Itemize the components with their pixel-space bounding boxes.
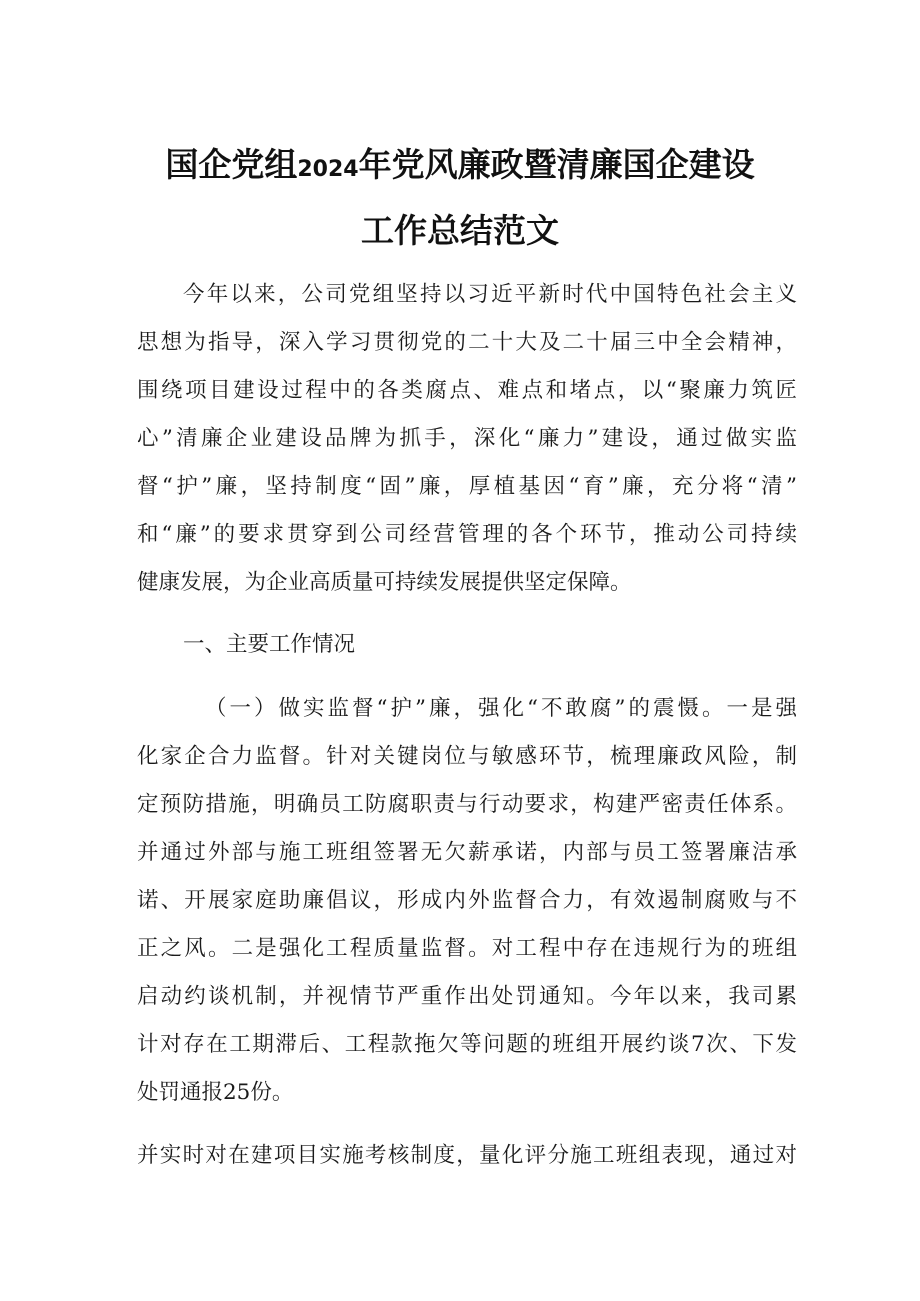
body-line-3: 围绕项目建设过程中的各类腐点、难点和堵点，以“聚廉力筑匠 — [137, 378, 797, 403]
title-prefix: 国企党组 — [165, 145, 298, 184]
document-title-line-2: 工作总结范文 — [361, 211, 559, 250]
body-line-10: 定预防措施，明确员工防腐职责与行动要求，构建严密责任体系。 — [137, 792, 797, 817]
section-heading-1: 一、主要工作情况 — [183, 632, 356, 657]
body-line-11: 并通过外部与施工班组签署无欠薪承诺，内部与员工签署廉洁承 — [137, 840, 797, 865]
body-line-13: 正之风。二是强化工程质量监督。对工程中存在违规行为的班组 — [137, 936, 797, 961]
body-line-14: 启动约谈机制，并视情节严重作出处罚通知。今年以来，我司累 — [137, 984, 797, 1009]
body-line-15: 计对存在工期滞后、工程款拖欠等问题的班组开展约谈7次、下发 — [137, 1032, 797, 1057]
body-line-12: 诺、开展家庭助廉倡议，形成内外监督合力，有效遏制腐败与不 — [137, 888, 797, 913]
body-line-5: 督“护”廉，坚持制度“固”廉，厚植基因“育”廉，充分将“清” — [137, 474, 797, 499]
body-line-9: 化家企合力监督。针对关键岗位与敏感环节，梳理廉政风险，制 — [137, 744, 797, 769]
body-line-2: 思想为指导，深入学习贯彻党的二十大及二十届三中全会精神， — [137, 330, 797, 355]
body-line-7: 健康发展，为企业高质量可持续发展提供坚定保障。 — [137, 570, 632, 595]
body-line-17: 并实时对在建项目实施考核制度，量化评分施工班组表现，通过对 — [137, 1143, 797, 1168]
title-suffix: 年党风廉政暨清廉国企建设 — [358, 145, 755, 184]
body-line-4: 心”清廉企业建设品牌为抓手，深化“廉力”建设，通过做实监 — [137, 426, 797, 451]
body-line-8: （一）做实监督“护”廉，强化“不敢腐”的震慑。一是强 — [205, 696, 797, 721]
body-line-16: 处罚通报25份。 — [137, 1080, 294, 1105]
document-title-line-1 — [0, 139, 920, 186]
title-year: 2024 — [297, 157, 359, 182]
body-line-6: 和“廉”的要求贯穿到公司经营管理的各个环节，推动公司持续 — [137, 522, 797, 547]
body-line-1: 今年以来，公司党组坚持以习近平新时代中国特色社会主义 — [183, 282, 797, 307]
